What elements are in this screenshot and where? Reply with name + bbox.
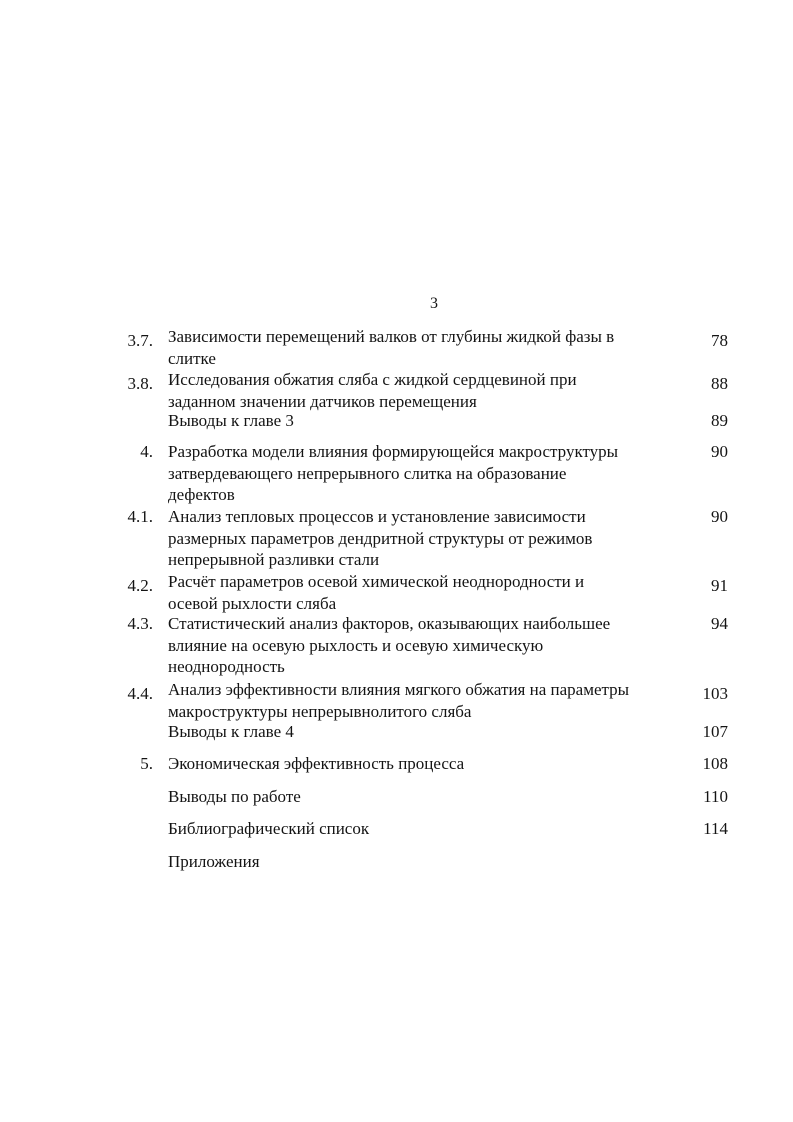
toc-entry-title: Анализ эффективности влияния мягкого обжатия на параметры макроструктуры непрерывнолитого сляба (168, 680, 630, 721)
toc-entry-page: 90 (711, 507, 728, 526)
toc-entry-page: 107 (702, 722, 728, 741)
toc-entry-number: 4.1. (127, 507, 153, 526)
toc-entry-page: 89 (711, 411, 728, 430)
toc-entry-title: Зависимости перемещений валков от глубины жидкой фазы в слитке (168, 327, 615, 368)
toc-entry-page: 90 (711, 442, 728, 461)
toc-entry-title: Статистический анализ факторов, оказывающих наибольшее влияние на осевую рыхлость и осевую химическую неоднородность (168, 614, 611, 676)
toc-entry-number: 4.4. (127, 684, 153, 703)
toc-entry-title: Расчёт параметров осевой химической неоднородности и осевой рыхлости сляба (168, 572, 585, 613)
toc-entry-page: 108 (702, 754, 728, 773)
page-number: 3 (430, 295, 438, 312)
toc-entry-number: 3.8. (127, 374, 153, 393)
toc-entry-number: 4.2. (127, 576, 153, 595)
toc-entry-title: Экономическая эффективность процесса (168, 754, 465, 773)
toc-entry-title: Выводы по работе (168, 787, 301, 806)
toc-entry-title: Библиографический список (168, 819, 370, 838)
toc-entry-number: 3.7. (127, 331, 153, 350)
toc-entry-title: Выводы к главе 4 (168, 722, 294, 741)
toc-entry-page: 94 (711, 614, 728, 633)
toc-entry-number: 5. (140, 754, 153, 773)
toc-entry-number: 4. (140, 442, 153, 461)
toc-entry-page: 78 (711, 331, 728, 350)
toc-entry-title: Выводы к главе 3 (168, 411, 294, 430)
toc-entry-title: Анализ тепловых процессов и установление зависимости размерных параметров дендритной структуры от режимов непрерывной разливки стали (168, 507, 593, 569)
toc-entry-page: 91 (711, 576, 728, 595)
toc-entry-page: 103 (702, 684, 728, 703)
toc-entry-title: Разработка модели влияния формирующейся макроструктуры затвердевающего непрерывного слитка на образование дефектов (168, 442, 619, 504)
toc-entry-number: 4.3. (127, 614, 153, 633)
toc-entry-page: 110 (703, 787, 728, 806)
toc-entry-title: Приложения (168, 852, 260, 871)
toc-entry-title: Исследования обжатия сляба с жидкой сердцевиной при заданном значении датчиков перемещения (168, 370, 577, 411)
toc-entry-page: 88 (711, 374, 728, 393)
toc-entry-page: 114 (703, 819, 728, 838)
